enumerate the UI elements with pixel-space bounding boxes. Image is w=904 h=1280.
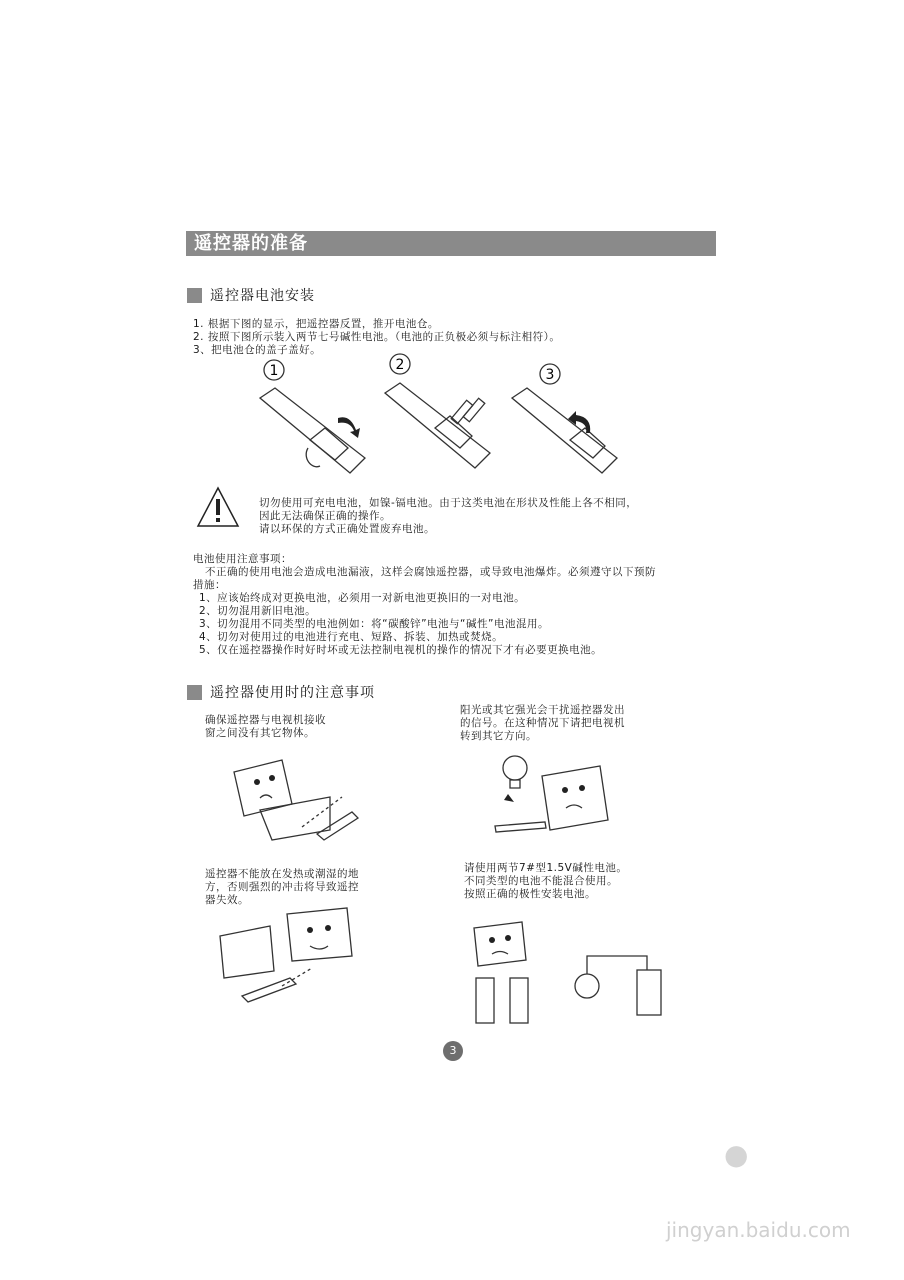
step-2-label: 2 [395,357,405,373]
tip-line: 确保遥控器与电视机接收 [205,714,326,726]
notice-intro: 不正确的使用电池会造成电池漏液，这样会腐蚀遥控器，或导致电池爆炸。必须遵守以下预防 [205,566,656,578]
tip-line: 的信号。在这种情况下请把电视机 [460,717,625,729]
tv-battery-illustration [462,908,667,1028]
warning-text [259,497,637,536]
tip-line: 阳光或其它强光会干扰遥控器发出 [460,704,625,716]
section-heading-text: 遥控器电池安装 [210,288,315,304]
install-step: 2. 按照下图所示装入两节七号碱性电池。（电池的正负极必须与标注相符）。 [193,331,561,343]
usage-tip-1 [205,714,326,740]
tip-line: 不同类型的电池不能混合使用。 [464,875,618,887]
step-3-label: 3 [545,367,555,383]
notice-intro-cont: 措施： [193,579,226,591]
paw-icon: ● [724,1138,749,1171]
remote-3-icon [512,388,617,473]
section-heading-usage [187,683,375,701]
section-heading-text: 遥控器使用时的注意事项 [210,685,375,701]
install-step: 3、把电池仓的盖子盖好。 [193,344,322,356]
page-title: 遥控器的准备 [186,231,716,256]
step-1-label: 1 [269,363,279,379]
section-marker-icon [187,685,202,700]
tip-line: 窗之间没有其它物体。 [205,727,315,739]
tip-line: 请使用两节7#型1.5V碱性电池。 [464,862,628,874]
warning-line: 请以环保的方式正确处置废弃电池。 [259,523,435,535]
page-number: 3 [443,1041,463,1061]
notice-item: 3、切勿混用不同类型的电池例如：将“碳酸锌”电池与“碱性”电池混用。 [199,618,549,630]
notice-title: 电池使用注意事项： [193,553,292,565]
tip-line: 转到其它方向。 [460,730,537,742]
tip-line: 按照正确的极性安装电池。 [464,888,596,900]
remote-2-icon [385,383,490,468]
notice-item: 5、仅在遥控器操作时好时坏或无法控制电视机的操作的情况下才有必要更换电池。 [199,644,603,656]
install-step: 1. 根据下图的显示，把遥控器反置，推开电池仓。 [193,318,439,330]
tip-line: 方，否则强烈的冲击将导致遥控 [205,881,359,893]
warning-line: 因此无法确保正确的操作。 [259,510,391,522]
notice-item: 2、切勿混用新旧电池。 [199,605,317,617]
tv-heat-illustration [212,906,357,1011]
warning-line: 切勿使用可充电电池，如镍-镉电池。由于这类电池在形状及性能上各不相同， [259,497,638,509]
usage-tip-3 [205,868,359,907]
tip-line: 器失效。 [205,894,249,906]
install-steps [193,318,560,357]
remote-1-icon [260,388,365,473]
tv-obstacle-illustration [212,752,362,847]
notice-item: 4、切勿对使用过的电池进行充电、短路、拆装、加热或焚烧。 [199,631,504,643]
section-marker-icon [187,288,202,303]
section-heading-battery-install [187,286,315,304]
battery-notice [193,553,656,657]
usage-tip-4 [464,862,627,901]
notice-item: 1、应该始终成对更换电池，必须用一对新电池更换旧的一对电池。 [199,592,526,604]
warning-triangle-icon [196,486,240,528]
battery-install-illustration [250,358,640,488]
tip-line: 遥控器不能放在发热或潮湿的地 [205,868,359,880]
watermark-url: jingyan.baidu.com [666,1218,851,1242]
usage-tip-2 [460,704,625,743]
tv-light-illustration [490,748,625,838]
